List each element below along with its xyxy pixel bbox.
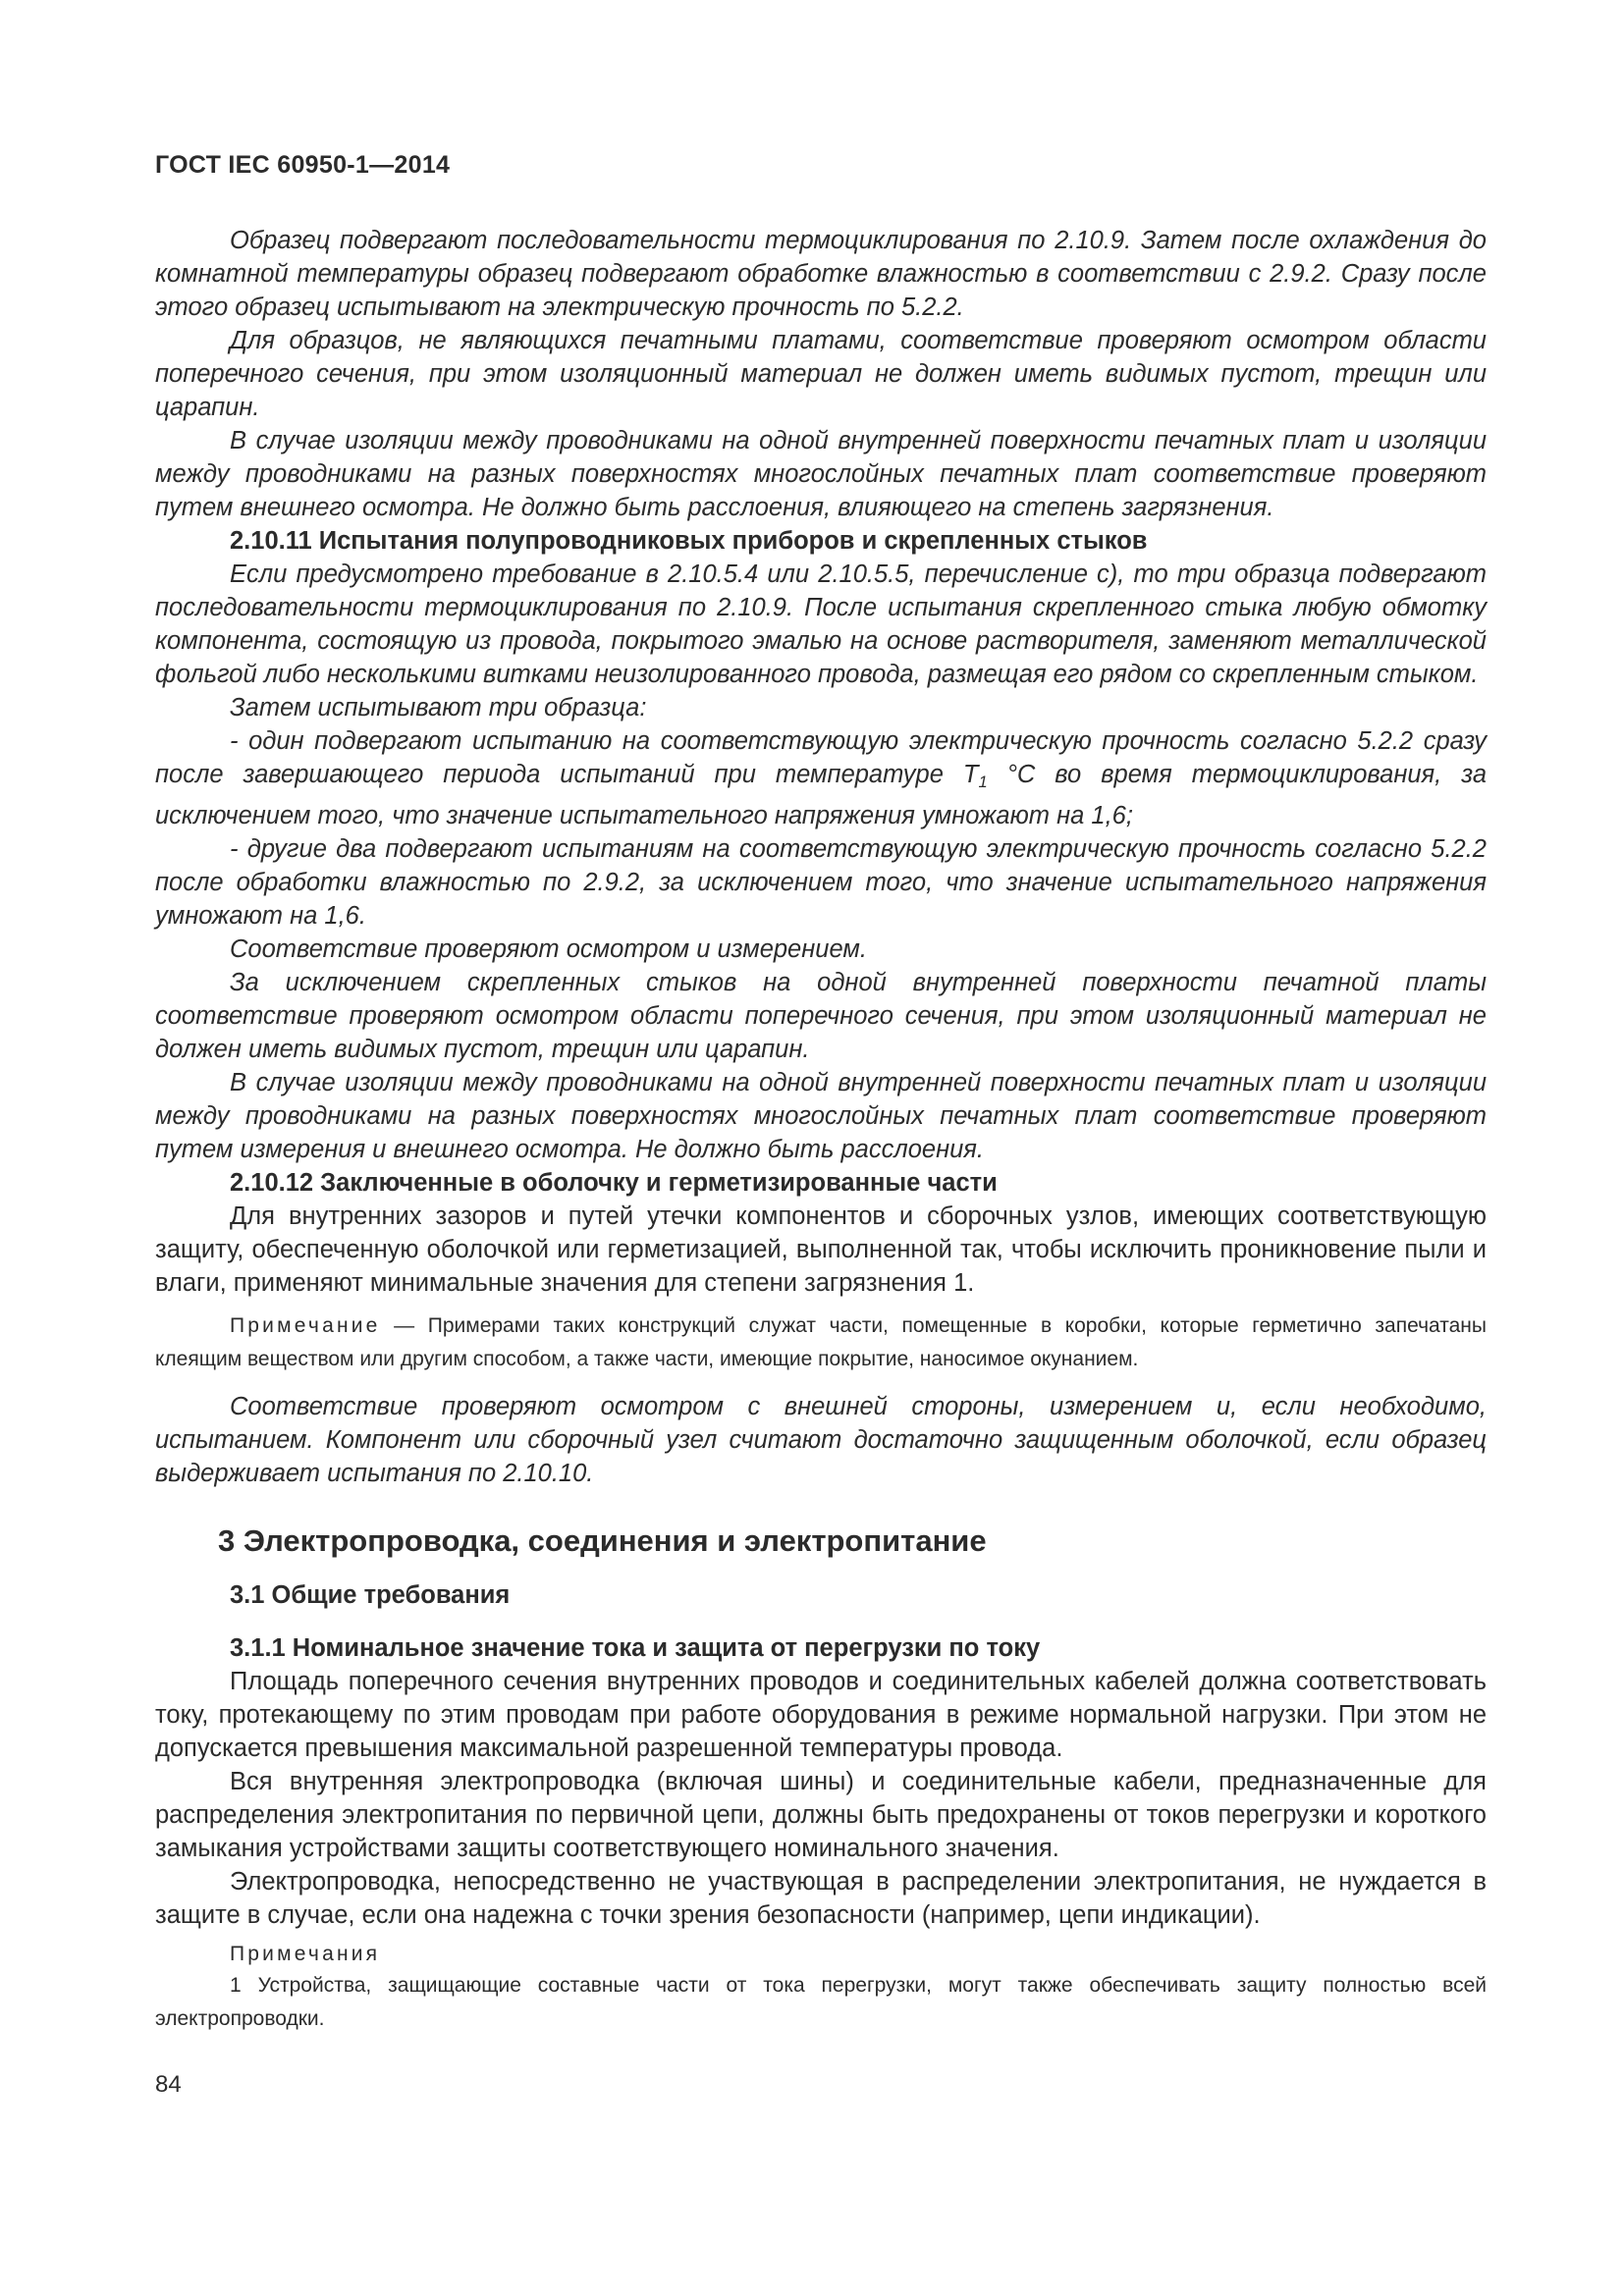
document-page (155, 0, 1487, 2296)
page-number: 84 (155, 2071, 182, 2098)
document-body (155, 224, 1487, 2036)
subsection-heading-3-1-1: 3.1.1 Номинальное значение тока и защита от перегрузки по току (230, 1634, 1041, 1662)
note-text: — Примерами таких конструкций служат части, помещенные в коробки, которые герметично запечатаны клеящим веществом или другим способом, а также части, имеющие покрытие, наносимое окунанием. (155, 1314, 1487, 1370)
paragraph: Если предусмотрено требование в 2.10.5.4 или 2.10.5.5, перечисление с), то три образца подвергают последовательности термоциклирования по 2.10.9. После испытания скрепленного стыка любую обмотку компонента, состоящую из провода, покрытого эмалью на основе растворителя, заменяют металлической фольгой либо несколькими витками неизолированного провода, размещая его рядом со скрепленным стыком. (155, 561, 1487, 688)
subscript: 1 (978, 773, 988, 791)
section-heading-3: 3 Электропроводка, соединения и электропитание (218, 1523, 987, 1558)
paragraph: Для внутренних зазоров и путей утечки компонентов и сборочных узлов, имеющих соответствующую защиту, обеспеченную оболочкой или герметизацией, выполненной так, чтобы исключить проникновение пыли и влаги, применяют минимальные значения для степени загрязнения 1. (155, 1202, 1487, 1297)
paragraph: В случае изоляции между проводниками на одной внутренней поверхности печатных плат и изоляции между проводниками на разных поверхностях многослойных печатных плат соответствие проверяют путем внешнего осмотра. Не должно быть расслоения, влияющего на степень загрязнения. (155, 427, 1487, 521)
subsection-heading-2-10-11: 2.10.11 Испытания полупроводниковых приборов и скрепленных стыков (230, 527, 1148, 555)
paragraph: За исключением скрепленных стыков на одной внутренней поверхности печатной платы соответствие проверяют осмотром области поперечного сечения, при этом изоляционный материал не должен иметь видимых пустот, трещин или царапин. (155, 969, 1487, 1063)
list-item: - другие два подвергают испытаниям на соответствующую электрическую прочность согласно 5.2.2 после обработки влажностью по 2.9.2, за исключением того, что значение испытательного напряжения умножают на 1,6. (155, 835, 1487, 930)
paragraph: Соответствие проверяют осмотром и измерением. (230, 935, 867, 963)
paragraph: Для образцов, не являющихся печатными платами, соответствие проверяют осмотром области поперечного сечения, при этом изоляционный материал не должен иметь видимых пустот, трещин или царапин. (155, 327, 1487, 421)
paragraph: Вся внутренняя электропроводка (включая шины) и соединительные кабели, предназначенные для распределения электропитания по первичной цепи, должны быть предохранены от токов перегрузки и короткого замыкания устройствами защиты соответствующего номинального значения. (155, 1768, 1487, 1862)
paragraph: В случае изоляции между проводниками на одной внутренней поверхности печатных плат и изоляции между проводниками на разных поверхностях многослойных печатных плат соответствие проверяют путем измерения и внешнего осмотра. Не должно быть расслоения. (155, 1069, 1487, 1163)
paragraph: Площадь поперечного сечения внутренних проводов и соединительных кабелей должна соответствовать току, протекающему по этим проводам при работе оборудования в режиме нормальной нагрузки. При этом не допускается превышения максимальной разрешенной температуры провода. (155, 1668, 1487, 1762)
note (155, 1309, 1487, 1376)
paragraph: Электропроводка, непосредственно не участвующая в распределении электропитания, не нуждается в защите в случае, если она надежна с точки зрения безопасности (например, цепи индикации). (155, 1868, 1487, 1929)
paragraph: Образец подвергают последовательности термоциклирования по 2.10.9. Затем после охлаждения до комнатной температуры образец подвергают обработке влажностью в соответствии с 2.9.2. Сразу после этого образец испытывают на электрическую прочность по 5.2.2. (155, 227, 1487, 321)
note-item: 1 Устройства, защищающие составные части от тока перегрузки, могут также обеспечивать защиту полностью всей электропроводки. (155, 1974, 1487, 2030)
list-item (155, 724, 1487, 832)
list-item-text: - один подвергают испытанию на соответствующую электрическую прочность согласно 5.2.2 сразу после завершающего периода испытаний при температуре T (155, 727, 1487, 788)
note-label: Примечание (230, 1314, 381, 1337)
subsection-heading-3-1: 3.1 Общие требования (230, 1581, 511, 1609)
paragraph: Затем испытывают три образца: (230, 694, 647, 721)
paragraph: Соответствие проверяют осмотром с внешней стороны, измерением и, если необходимо, испытанием. Компонент или сборочный узел считают достаточно защищенным оболочкой, если образец выдерживает испытания по 2.10.10. (155, 1393, 1487, 1487)
list-item-text: °С во время термоциклирования, за исключением того, что значение испытательного напряжения умножают на 1,6; (155, 761, 1487, 829)
notes-label: Примечания (230, 1943, 381, 1965)
document-code-header: ГОСТ IEC 60950-1—2014 (155, 151, 451, 179)
subsection-heading-2-10-12: 2.10.12 Заключенные в оболочку и герметизированные части (230, 1169, 998, 1197)
